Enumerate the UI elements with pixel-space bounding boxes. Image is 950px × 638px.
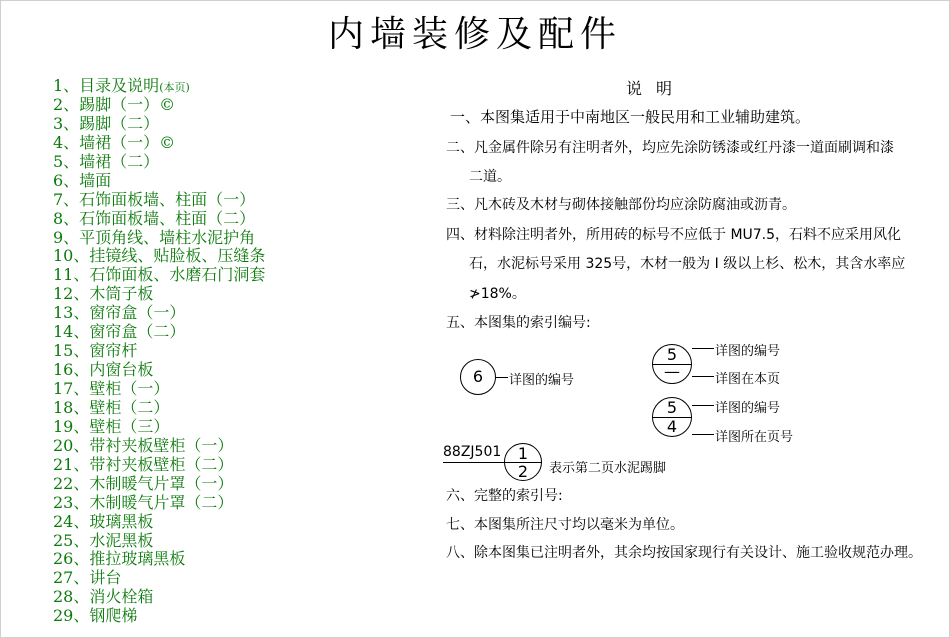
index-same-top-number: 5 bbox=[666, 345, 678, 364]
toc-item bbox=[53, 606, 265, 625]
toc-item-text: 18、壁柜（二） bbox=[53, 397, 170, 417]
note-item-2-line-2: 二道。 bbox=[469, 169, 511, 185]
toc-item-text: 5、墙裙（二） bbox=[53, 151, 160, 171]
index-full-label: 表示第二页水泥踢脚 bbox=[549, 461, 667, 476]
note-item-8: 八、除本图集已注明者外，其余均按国家现行有关设计、施工验收规范办理。 bbox=[446, 545, 922, 561]
toc-item bbox=[53, 228, 265, 247]
toc-item-text: 2、踢脚（一）© bbox=[53, 94, 176, 114]
index-other-label-bottom: 详图所在页号 bbox=[715, 430, 794, 445]
toc-item bbox=[53, 379, 265, 398]
toc-item-text: 19、壁柜（三） bbox=[53, 416, 170, 436]
index-other-label-top: 详图的编号 bbox=[715, 401, 781, 416]
toc-item-text: 4、墙裙（一）© bbox=[53, 132, 176, 152]
toc-item-note: (本页) bbox=[159, 81, 190, 94]
toc-item-text: 21、带衬夹板壁柜（二） bbox=[53, 454, 234, 474]
toc-item bbox=[53, 284, 265, 303]
toc-item bbox=[53, 265, 265, 284]
note-item-7: 七、本图集所注尺寸均以毫米为单位。 bbox=[446, 517, 684, 533]
leader-line bbox=[692, 376, 714, 377]
note-item-3: 三、凡木砖及木材与砌体接触部份均应涂防腐油或沥青。 bbox=[446, 197, 796, 213]
toc-item bbox=[53, 95, 265, 114]
note-item-4-line-3: ≯18%。 bbox=[469, 286, 526, 302]
leader-line bbox=[496, 377, 508, 378]
table-of-contents bbox=[53, 76, 265, 625]
index-full-top-number: 1 bbox=[517, 444, 529, 463]
toc-item-text: 20、带衬夹板壁柜（一） bbox=[53, 435, 234, 455]
toc-item-text: 29、钢爬梯 bbox=[53, 606, 138, 626]
toc-item-text: 17、壁柜（一） bbox=[53, 379, 170, 398]
toc-item-text: 27、讲台 bbox=[53, 568, 122, 588]
toc-item bbox=[53, 171, 265, 190]
leader-line bbox=[692, 348, 714, 349]
index-same-label-bottom: 详图在本页 bbox=[715, 372, 781, 387]
notes-section bbox=[440, 0, 940, 638]
toc-item-text: 13、窗帘盒（一） bbox=[53, 303, 186, 323]
toc-item-text: 3、踢脚（二） bbox=[53, 113, 160, 133]
toc-item bbox=[53, 493, 265, 512]
toc-item-text: 9、平顶角线、墙柱水泥护角 bbox=[53, 227, 256, 247]
notes-heading: 说明 bbox=[626, 79, 687, 98]
index-full-code: 88ZJ501 bbox=[443, 444, 502, 460]
note-item-2-line-1: 二、凡金属件除另有注明者外，均应先涂防锈漆或红丹漆一道面刷调和漆 bbox=[446, 140, 894, 156]
toc-item-text: 14、窗帘盒（二） bbox=[53, 322, 186, 342]
toc-item bbox=[53, 209, 265, 228]
index-single-label: 详图的编号 bbox=[509, 373, 575, 388]
toc-item-text: 16、内窗台板 bbox=[53, 360, 154, 380]
toc-item bbox=[53, 114, 265, 133]
note-item-6: 六、完整的索引号: bbox=[446, 488, 563, 504]
toc-item bbox=[53, 512, 265, 531]
note-item-5: 五、本图集的索引编号: bbox=[446, 315, 591, 331]
leader-line bbox=[692, 405, 714, 406]
toc-item-text: 8、石饰面板墙、柱面（二） bbox=[53, 208, 256, 228]
toc-item bbox=[53, 531, 265, 550]
code-underline bbox=[443, 462, 505, 463]
toc-item bbox=[53, 474, 265, 493]
index-other-top-number: 5 bbox=[666, 398, 678, 417]
toc-item bbox=[53, 133, 265, 152]
toc-item-text: 7、石饰面板墙、柱面（一） bbox=[53, 189, 256, 209]
note-item-1: 一、本图集适用于中南地区一般民用和工业辅助建筑。 bbox=[450, 108, 811, 126]
index-same-bottom-number: — bbox=[664, 362, 680, 381]
toc-item bbox=[53, 322, 265, 341]
toc-item bbox=[53, 341, 265, 360]
toc-item-text: 12、木筒子板 bbox=[53, 284, 154, 304]
page-title: 内墙装修及配件 bbox=[327, 14, 622, 55]
index-single-number: 6 bbox=[472, 367, 484, 386]
toc-item bbox=[53, 549, 265, 568]
toc-item-text: 1、目录及说明 bbox=[53, 76, 160, 95]
toc-item bbox=[53, 303, 265, 322]
toc-item-text: 26、推拉玻璃黑板 bbox=[53, 549, 186, 569]
toc-item bbox=[53, 190, 265, 209]
index-full-bottom-number: 2 bbox=[517, 462, 529, 481]
toc-item-text: 10、挂镜线、贴脸板、压缝条 bbox=[53, 246, 266, 266]
toc-item bbox=[53, 398, 265, 417]
toc-item bbox=[53, 587, 265, 606]
toc-item-text: 23、木制暖气片罩（二） bbox=[53, 492, 234, 512]
index-other-bottom-number: 4 bbox=[666, 417, 678, 436]
toc-item bbox=[53, 568, 265, 587]
leader-line bbox=[692, 434, 714, 435]
toc-item-text: 6、墙面 bbox=[53, 170, 112, 190]
note-item-4-line-1: 四、材料除注明者外，所用砖的标号不应低于 MU7.5，石料不应采用风化 bbox=[446, 227, 902, 243]
toc-item bbox=[53, 246, 265, 265]
toc-item bbox=[53, 417, 265, 436]
toc-item bbox=[53, 455, 265, 474]
toc-item bbox=[53, 436, 265, 455]
toc-item-text: 15、窗帘杆 bbox=[53, 341, 138, 361]
toc-item-text: 11、石饰面板、水磨石门洞套 bbox=[53, 265, 266, 285]
note-item-4-line-2: 石，水泥标号采用 325号，木材一般为 I 级以上杉、松木，其含水率应 bbox=[469, 256, 906, 272]
toc-item bbox=[53, 152, 265, 171]
toc-item-text: 22、木制暖气片罩（一） bbox=[53, 473, 234, 493]
toc-item bbox=[53, 360, 265, 379]
toc-item bbox=[53, 76, 265, 95]
toc-item-text: 24、玻璃黑板 bbox=[53, 511, 154, 531]
index-same-label-top: 详图的编号 bbox=[715, 344, 781, 359]
toc-item-text: 28、消火栓箱 bbox=[53, 587, 154, 607]
toc-item-text: 25、水泥黑板 bbox=[53, 530, 154, 550]
